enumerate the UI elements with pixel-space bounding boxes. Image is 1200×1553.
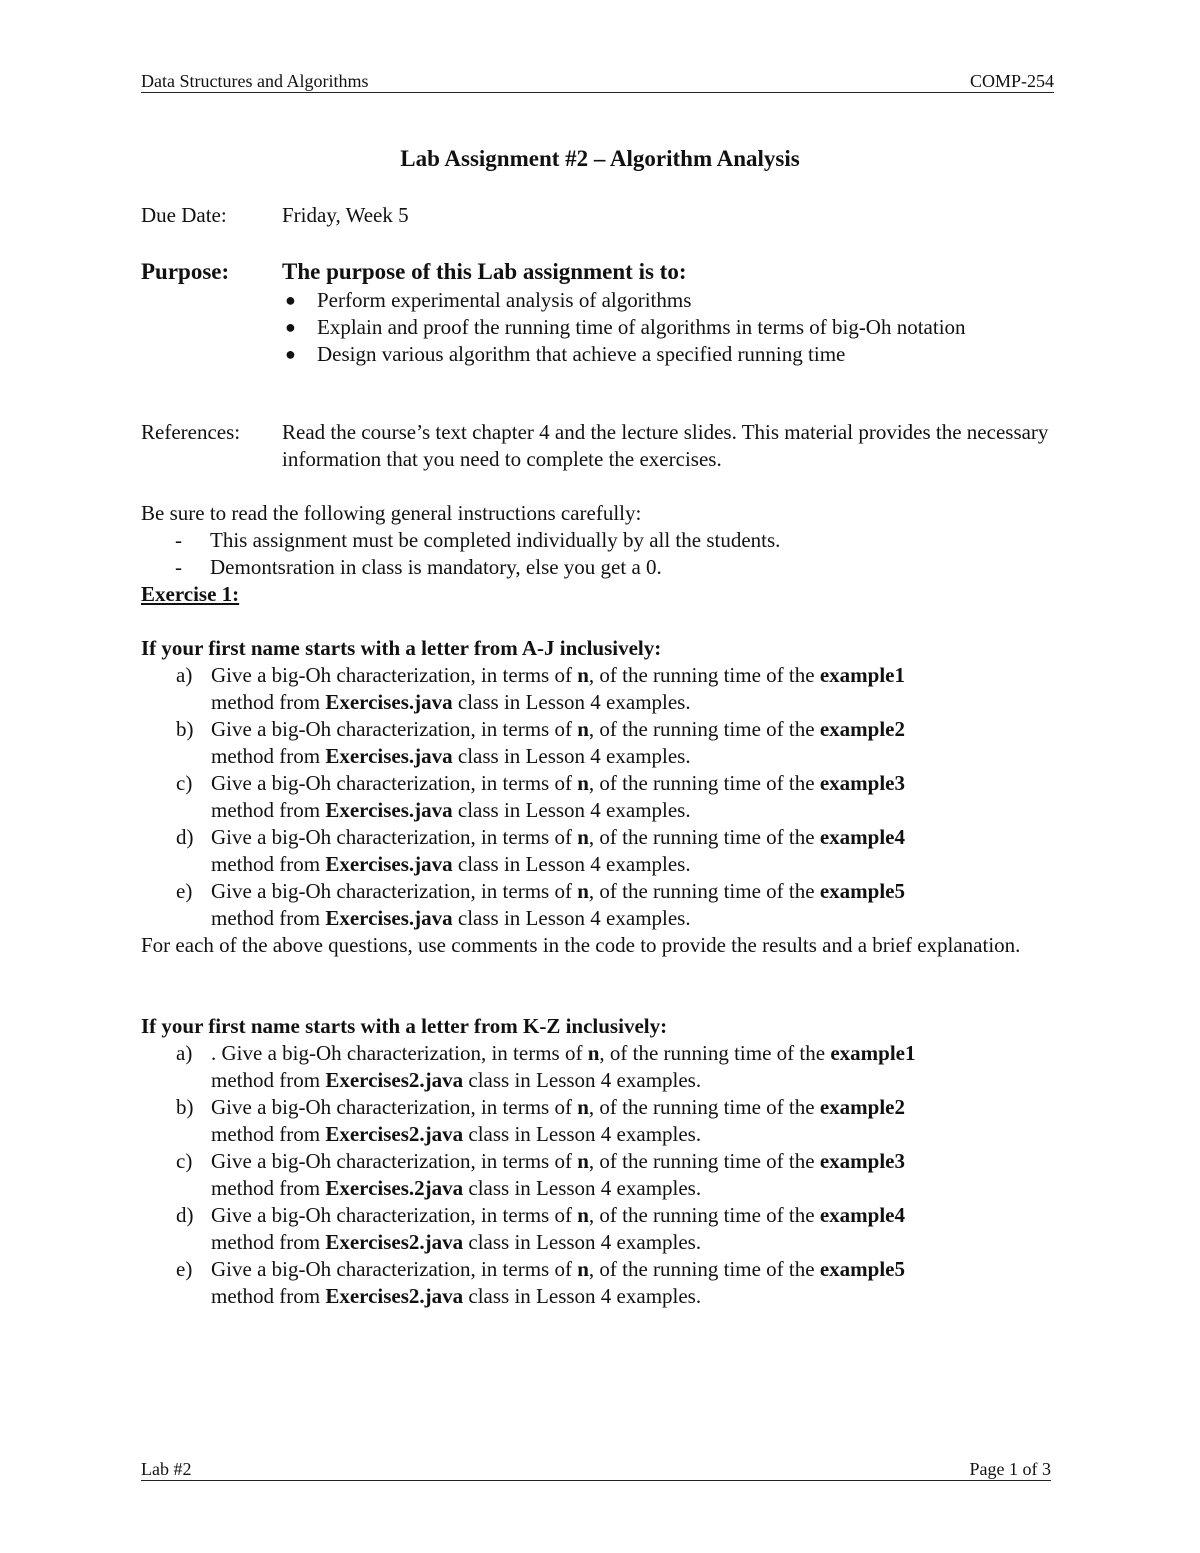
question-class-in: class in Lesson 4 examples. [463, 1230, 702, 1254]
question-method-from: method from [211, 1122, 326, 1146]
question-letter: e) [176, 879, 193, 903]
method-name: example4 [819, 1203, 905, 1227]
question-text [211, 1041, 915, 1092]
method-name: example3 [819, 771, 905, 795]
question-method-from: method from [211, 852, 326, 876]
question-method-from: method from [211, 1068, 326, 1092]
question-text [211, 1257, 905, 1308]
question-text [211, 879, 905, 930]
due-date-value: Friday, Week 5 [282, 203, 409, 227]
question-item [141, 1256, 1041, 1310]
question-running: , of the running time of the [588, 1095, 820, 1119]
question-text [211, 825, 905, 876]
references-label: References: [141, 420, 241, 444]
question-running: , of the running time of the [588, 1203, 820, 1227]
page-header [141, 70, 1054, 93]
question-class-in: class in Lesson 4 examples. [463, 1284, 702, 1308]
question-method-from: method from [211, 798, 326, 822]
question-class-in: class in Lesson 4 examples. [463, 1122, 702, 1146]
variable-n: n [587, 1041, 600, 1065]
question-give: Give a big-Oh characterization, in terms of [211, 1203, 578, 1227]
question-letter: a) [176, 663, 193, 687]
question-give: Give a big-Oh characterization, in terms of [211, 1149, 578, 1173]
method-name: example2 [819, 717, 905, 741]
method-name: example1 [830, 1041, 916, 1065]
footer-lab-number: Lab #2 [141, 1459, 192, 1479]
question-letter: a) [176, 1041, 193, 1065]
question-class-in: class in Lesson 4 examples. [452, 744, 691, 768]
question-text [211, 1149, 905, 1200]
file-name: Exercises2.java [325, 1230, 464, 1254]
question-give: Give a big-Oh characterization, in terms of [211, 771, 578, 795]
question-item [141, 770, 1041, 824]
group-b-questions [141, 1040, 1041, 1310]
question-give: Give a big-Oh characterization, in terms of [211, 1095, 578, 1119]
purpose-item: ● Explain and proof the running time of algorithms in terms of big-Oh notation [285, 315, 966, 339]
question-class-in: class in Lesson 4 examples. [452, 906, 691, 930]
bullet-icon: ● [285, 290, 296, 310]
question-give: Give a big-Oh characterization, in terms of [211, 1257, 578, 1281]
question-method-from: method from [211, 690, 326, 714]
variable-n: n [577, 879, 589, 903]
question-item [141, 1202, 1041, 1256]
question-class-in: class in Lesson 4 examples. [452, 690, 691, 714]
method-name: example1 [819, 663, 905, 687]
question-running: , of the running time of the [588, 1149, 820, 1173]
question-running: , of the running time of the [588, 663, 820, 687]
question-class-in: class in Lesson 4 examples. [463, 1176, 702, 1200]
question-class-in: class in Lesson 4 examples. [452, 852, 691, 876]
variable-n: n [577, 663, 589, 687]
exercise-title: Exercise 1: [141, 582, 240, 606]
purpose-list [282, 287, 966, 368]
purpose-item: ● Perform experimental analysis of algorithms [285, 288, 692, 312]
question-running: , of the running time of the [588, 717, 820, 741]
question-method-from: method from [211, 744, 326, 768]
method-name: example5 [819, 879, 905, 903]
file-name: Exercises2.java [325, 1284, 464, 1308]
question-item [141, 1094, 1041, 1148]
footer-page-number: Page 1 of 3 [969, 1459, 1051, 1479]
question-item [141, 1148, 1041, 1202]
question-running: , of the running time of the [588, 771, 820, 795]
question-letter: c) [176, 1149, 193, 1173]
bullet-icon: ● [285, 344, 296, 364]
question-give: Give a big-Oh characterization, in terms of [211, 825, 578, 849]
variable-n: n [577, 1095, 589, 1119]
file-name: Exercises.java [325, 906, 453, 930]
file-name: Exercises.java [325, 690, 453, 714]
question-item [141, 716, 1041, 770]
header-course-code: COMP-254 [969, 71, 1054, 91]
header-course-name: Data Structures and Algorithms [141, 71, 369, 91]
question-text [211, 663, 905, 714]
question-method-from: method from [211, 1284, 326, 1308]
question-running: , of the running time of the [599, 1041, 831, 1065]
variable-n: n [577, 825, 589, 849]
file-name: Exercises.java [325, 798, 453, 822]
question-text [211, 771, 905, 822]
question-running: , of the running time of the [588, 879, 820, 903]
question-text [211, 717, 905, 768]
file-name: Exercises.java [325, 744, 453, 768]
document-title: Lab Assignment #2 – Algorithm Analysis [400, 146, 800, 171]
variable-n: n [577, 1203, 589, 1227]
question-give: Give a big-Oh characterization, in terms of [221, 1041, 588, 1065]
file-name: Exercises.2java [325, 1176, 464, 1200]
question-letter: e) [176, 1257, 193, 1281]
group-a-heading: If your first name starts with a letter from A-J inclusively: [141, 636, 662, 660]
question-item [141, 662, 1041, 716]
variable-n: n [577, 1257, 589, 1281]
file-name: Exercises.java [325, 852, 453, 876]
question-letter: b) [176, 717, 194, 741]
variable-n: n [577, 717, 589, 741]
question-text [211, 1203, 905, 1254]
variable-n: n [577, 1149, 589, 1173]
question-item [141, 824, 1041, 878]
dash-icon: - [175, 555, 182, 579]
file-name: Exercises2.java [325, 1122, 464, 1146]
question-letter: b) [176, 1095, 194, 1119]
variable-n: n [577, 771, 589, 795]
group-b-heading: If your first name starts with a letter from K-Z inclusively: [141, 1014, 668, 1038]
method-name: example2 [819, 1095, 905, 1119]
question-letter: d) [176, 825, 194, 849]
document-page: Data Structures and Algorithms COMP-254 Lab Assignment #2 – Algorithm Analysis Due Date: Friday, Week 5 Purpose: The purpose of this Lab assignment is to: ● Perform experimental analysis of algorithms ● Explain and proof the running time of algorithms in terms of big-Oh notation ● Design various algorithm that achieve a specified running time References: Read the course’s text chapter 4 and the lecture slides. This material provides the necessary information that you need to complete the exercises. Be sure to read the following general instructions carefully: - This assignment must be completed individually by all the students. - Demontsration in class is mandatory, else you get a 0. Exercise 1: If your first name starts with a letter from A-J inclusively: a) Give a big-Oh characterization, in terms of n, of the running time of the example1 method from Exercises.java class in Lesson 4 examples. b) Give a big-Oh characterization, in terms of n, of the running time of the example2 method from Exercises.java class in Lesson 4 examples. c) Give a big-Oh characterization, in terms of n, of the running time of the example3 method from Exercises.java class in Lesson 4 examples. d) Give a big-Oh characterization, in terms of n, of the running time of the example4 method from Exercises.java class in Lesson 4 examples. e) Give a big-Oh characterization, in terms of n, of the running time of the example5 method from Exercises.java class in Lesson 4 examples. For each of the above questions, use comments in the code to provide the results and a brief explanation. If your first name starts with a letter from K-Z inclusively: a) . Give a big-Oh characterization, in terms of n, of the running time of the example1 method from Exercises2.java class in Lesson 4 examples. b) Give a big-Oh characterization, in terms of n, of the running time of the example2 method from Exercises2.java class in Lesson 4 examples. c) Give a big-Oh characterization, in terms of n, of the running time of the example3 method from Exercises.2java class in Lesson 4 examples. d) Give a big-Oh characterization, in terms of n, of the running time of the example4 method from Exercises2.java class in Lesson 4 examples. e) Give a big-Oh characterization, in terms of n, of the running time of the example5 method from Exercises2.java class in Lesson 4 examples. Lab #2 Page 1 of 3 [0, 0, 1200, 1553]
question-method-from: method from [211, 906, 326, 930]
question-method-from: method from [211, 1176, 326, 1200]
question-class-in: class in Lesson 4 examples. [463, 1068, 702, 1092]
question-letter: d) [176, 1203, 194, 1227]
purpose-label: Purpose: [141, 259, 230, 284]
method-name: example5 [819, 1257, 905, 1281]
method-name: example4 [819, 825, 905, 849]
question-give: Give a big-Oh characterization, in terms of [211, 717, 578, 741]
purpose-item: ● Design various algorithm that achieve a specified running time [285, 342, 846, 366]
bullet-icon: ● [285, 317, 296, 337]
method-name: example3 [819, 1149, 905, 1173]
purpose-heading: The purpose of this Lab assignment is to: [282, 259, 687, 284]
group-a-questions [141, 662, 1041, 932]
file-name: Exercises2.java [325, 1068, 464, 1092]
question-item [141, 1040, 1041, 1094]
due-date-label: Due Date: [141, 203, 227, 227]
question-text [211, 1095, 905, 1146]
question-method-from: method from [211, 1230, 326, 1254]
group-a-note: For each of the above questions, use comments in the code to provide the results and a brief explanation. [141, 933, 1021, 957]
question-give: Give a big-Oh characterization, in terms of [211, 879, 578, 903]
question-running: , of the running time of the [588, 1257, 820, 1281]
question-prefix: . [211, 1041, 222, 1065]
question-give: Give a big-Oh characterization, in terms of [211, 663, 578, 687]
question-running: , of the running time of the [588, 825, 820, 849]
question-class-in: class in Lesson 4 examples. [452, 798, 691, 822]
instructions-intro: Be sure to read the following general instructions carefully: [141, 501, 642, 525]
references-text: Read the course’s text chapter 4 and the lecture slides. This material provides the necessary information that you need to complete the exercises. [282, 420, 1049, 471]
question-item [141, 878, 1041, 932]
question-letter: c) [176, 771, 193, 795]
page-footer [141, 1458, 1051, 1481]
dash-icon: - [175, 528, 182, 552]
